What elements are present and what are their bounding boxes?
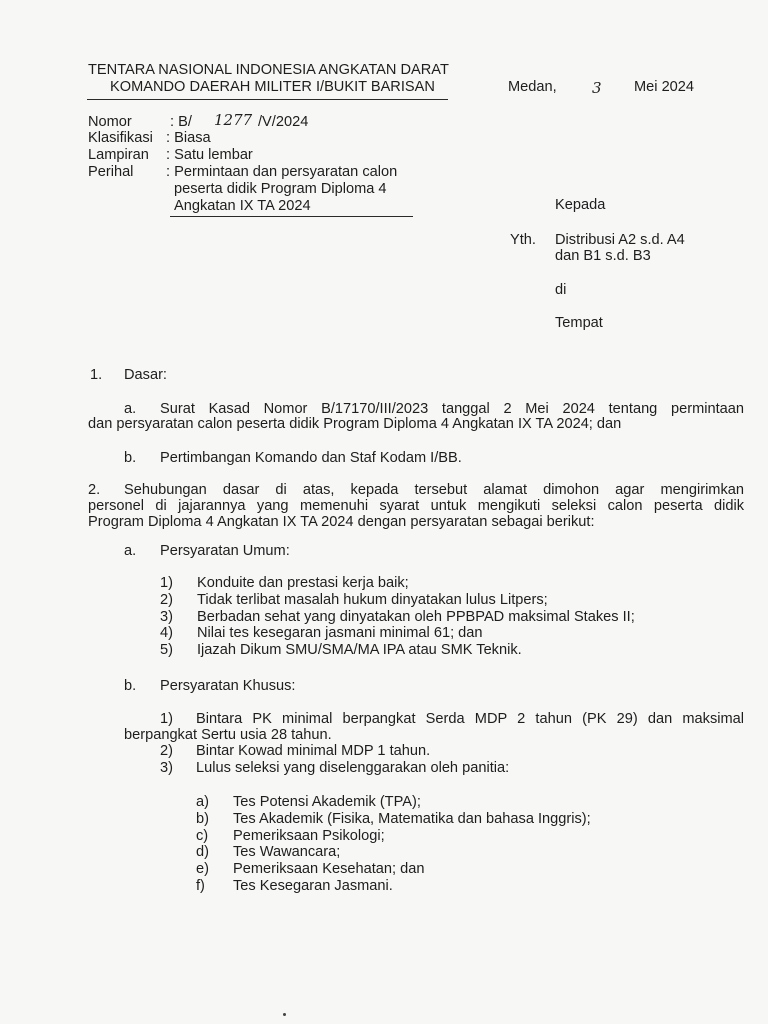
seleksi-item-text: Tes Wawancara; — [233, 844, 341, 861]
para-1a-letter: a. — [124, 401, 137, 417]
khusus-1-line-1: Bintara PK minimal berpangkat Serda MDP 2 tahun (PK 29) dan maksimal — [196, 711, 744, 727]
lampiran-value: : Satu lembar — [166, 147, 253, 163]
para-2b-title: Persyaratan Khusus: — [160, 678, 296, 694]
umum-item-number: 1) — [160, 575, 173, 591]
umum-item-text: Ijazah Dikum SMU/SMA/MA IPA atau SMK Teknik. — [197, 642, 522, 659]
org-line-1: TENTARA NASIONAL INDONESIA ANGKATAN DARAT — [88, 62, 449, 78]
recipient-tempat: Tempat — [555, 315, 603, 331]
para-2a-title: Persyaratan Umum: — [160, 543, 290, 559]
scan-mark — [283, 1013, 286, 1016]
para-2b-letter: b. — [124, 678, 137, 694]
perihal-line-1: : Permintaan dan persyaratan calon — [166, 164, 398, 180]
perihal-line-3: Angkatan IX TA 2024 — [174, 198, 311, 214]
seleksi-item-number: c) — [196, 827, 209, 844]
perihal-label: Perihal — [88, 164, 134, 180]
date-month-year: Mei 2024 — [634, 79, 695, 95]
recipient-line-2: dan B1 s.d. B3 — [555, 248, 651, 264]
yth-label: Yth. — [510, 232, 536, 248]
seleksi-item-text: Tes Potensi Akademik (TPA); — [233, 794, 421, 810]
klasifikasi-value: : Biasa — [166, 130, 211, 146]
seleksi-item-number: f) — [196, 878, 205, 894]
nomor-prefix: : B/ — [170, 114, 192, 130]
para-2-line-1: Sehubungan dasar di atas, kepada tersebut alamat dimohon agar mengirimkan — [124, 482, 744, 498]
umum-item-number: 2) — [160, 591, 173, 608]
kepada-label: Kepada — [555, 197, 606, 213]
recipient-di: di — [555, 282, 567, 298]
lampiran-label: Lampiran — [88, 147, 149, 163]
para-1b-letter: b. — [124, 450, 137, 466]
para-1a-line-1: Surat Kasad Nomor B/17170/III/2023 tanggal 2 Mei 2024 tentang permintaan — [160, 401, 744, 417]
umum-item-number: 3) — [160, 608, 173, 625]
khusus-2-number: 2) — [160, 743, 173, 759]
letterhead-underline — [87, 99, 448, 100]
seleksi-item-number: e) — [196, 861, 209, 878]
para-1-number: 1. — [90, 367, 103, 383]
perihal-underline — [170, 216, 413, 217]
umum-item-text: Berbadan sehat yang dinyatakan oleh PPBPAD maksimal Stakes II; — [197, 608, 635, 625]
seleksi-item-number: d) — [196, 844, 209, 861]
para-2-line-2: personel di jajarannya yang memenuhi syarat untuk mengikuti seleksi calon peserta didik — [88, 498, 744, 514]
org-line-2: KOMANDO DAERAH MILITER I/BUKIT BARISAN — [110, 79, 435, 95]
nomor-label: Nomor — [88, 114, 132, 130]
para-1a-line-2: dan persyaratan calon peserta didik Program Diploma 4 Angkatan IX TA 2024; dan — [88, 416, 622, 432]
umum-item-text: Nilai tes kesegaran jasmani minimal 61; dan — [197, 625, 483, 642]
seleksi-item-text: Pemeriksaan Kesehatan; dan — [233, 861, 425, 878]
seleksi-item-text: Pemeriksaan Psikologi; — [233, 827, 385, 844]
para-1b-text: Pertimbangan Komando dan Staf Kodam I/BB. — [160, 450, 462, 466]
umum-item-text: Tidak terlibat masalah hukum dinyatakan lulus Litpers; — [197, 591, 548, 608]
seleksi-item-text: Tes Akademik (Fisika, Matematika dan bahasa Inggris); — [233, 810, 591, 827]
umum-item-number: 4) — [160, 625, 173, 642]
date-place: Medan, — [508, 79, 557, 95]
para-1-title: Dasar: — [124, 367, 167, 383]
khusus-3-number: 3) — [160, 760, 173, 776]
para-2a-letter: a. — [124, 543, 137, 559]
para-2-number: 2. — [88, 482, 101, 498]
nomor-number-handwritten: 1277 — [214, 111, 253, 129]
date-day-handwritten: 3 — [592, 79, 602, 97]
seleksi-item-number: a) — [196, 794, 209, 810]
khusus-3-text: Lulus seleksi yang diselenggarakan oleh panitia: — [196, 760, 510, 776]
seleksi-item-number: b) — [196, 810, 209, 827]
nomor-suffix: /V/2024 — [258, 114, 309, 130]
khusus-1-line-2: berpangkat Sertu usia 28 tahun. — [124, 727, 332, 743]
perihal-line-2: peserta didik Program Diploma 4 — [174, 181, 387, 197]
khusus-1-number: 1) — [160, 711, 173, 727]
seleksi-item-text: Tes Kesegaran Jasmani. — [233, 878, 393, 894]
umum-item-text: Konduite dan prestasi kerja baik; — [197, 575, 409, 591]
recipient-line-1: Distribusi A2 s.d. A4 — [555, 232, 685, 248]
para-2-line-3: Program Diploma 4 Angkatan IX TA 2024 dengan persyaratan sebagai berikut: — [88, 514, 595, 530]
klasifikasi-label: Klasifikasi — [88, 130, 153, 146]
khusus-2-text: Bintar Kowad minimal MDP 1 tahun. — [196, 743, 431, 759]
umum-item-number: 5) — [160, 642, 173, 659]
